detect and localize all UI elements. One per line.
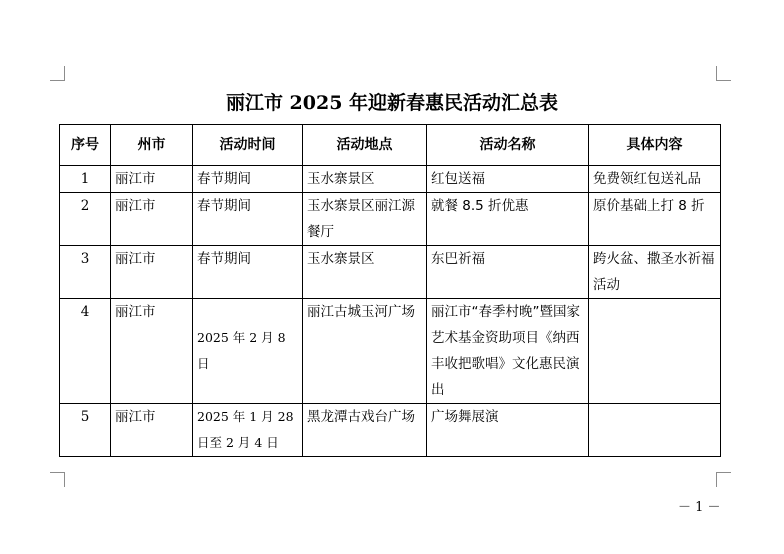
activity-table bbox=[59, 124, 721, 457]
header-content: 具体内容 bbox=[589, 125, 721, 166]
table-row bbox=[60, 404, 721, 457]
header-time: 活动时间 bbox=[193, 125, 303, 166]
cell-place: 黑龙潭古戏台广场 bbox=[303, 404, 427, 457]
cell-place: 玉水寨景区 bbox=[303, 166, 427, 193]
cell-index: 3 bbox=[60, 246, 111, 299]
header-city: 州市 bbox=[111, 125, 193, 166]
table-row bbox=[60, 246, 721, 299]
cell-city: 丽江市 bbox=[111, 404, 193, 457]
table-row bbox=[60, 193, 721, 246]
cell-activity-name: 红包送福 bbox=[427, 166, 589, 193]
cell-city: 丽江市 bbox=[111, 193, 193, 246]
cell-city: 丽江市 bbox=[111, 166, 193, 193]
cell-content bbox=[589, 404, 721, 457]
cell-index: 1 bbox=[60, 166, 111, 193]
header-place: 活动地点 bbox=[303, 125, 427, 166]
cell-time: 春节期间 bbox=[193, 246, 303, 299]
crop-mark-top-left bbox=[50, 66, 65, 81]
cell-place: 丽江古城玉河广场 bbox=[303, 299, 427, 404]
cell-index: 4 bbox=[60, 299, 111, 404]
cell-content bbox=[589, 299, 721, 404]
table-row bbox=[60, 299, 721, 404]
cell-city: 丽江市 bbox=[111, 299, 193, 404]
table-row bbox=[60, 166, 721, 193]
cell-time: 2025 年 2 月 8 日 bbox=[193, 299, 303, 404]
cell-activity-name: 广场舞展演 bbox=[427, 404, 589, 457]
cell-activity-name: 丽江市“春季村晚”暨国家艺术基金资助项目《纳西丰收把歌唱》文化惠民演出 bbox=[427, 299, 589, 404]
crop-mark-bottom-right bbox=[716, 472, 731, 487]
crop-mark-top-right bbox=[716, 66, 731, 81]
header-activity-name: 活动名称 bbox=[427, 125, 589, 166]
cell-activity-name: 东巴祈福 bbox=[427, 246, 589, 299]
cell-content: 免费领红包送礼品 bbox=[589, 166, 721, 193]
cell-place: 玉水寨景区丽江源餐厅 bbox=[303, 193, 427, 246]
cell-time: 春节期间 bbox=[193, 193, 303, 246]
header-index: 序号 bbox=[60, 125, 111, 166]
cell-time: 2025 年 1 月 28 日至 2 月 4 日 bbox=[193, 404, 303, 457]
cell-activity-name: 就餐 8.5 折优惠 bbox=[427, 193, 589, 246]
cell-index: 2 bbox=[60, 193, 111, 246]
cell-content: 跨火盆、撒圣水祈福活动 bbox=[589, 246, 721, 299]
cell-time: 春节期间 bbox=[193, 166, 303, 193]
cell-index: 5 bbox=[60, 404, 111, 457]
crop-mark-bottom-left bbox=[50, 472, 65, 487]
page-number: － 1 － bbox=[678, 500, 721, 515]
cell-city: 丽江市 bbox=[111, 246, 193, 299]
document-title: 丽江市 2025 年迎新春惠民活动汇总表 bbox=[225, 92, 559, 114]
cell-content: 原价基础上打 8 折 bbox=[589, 193, 721, 246]
table-header-row bbox=[60, 125, 721, 166]
cell-place: 玉水寨景区 bbox=[303, 246, 427, 299]
